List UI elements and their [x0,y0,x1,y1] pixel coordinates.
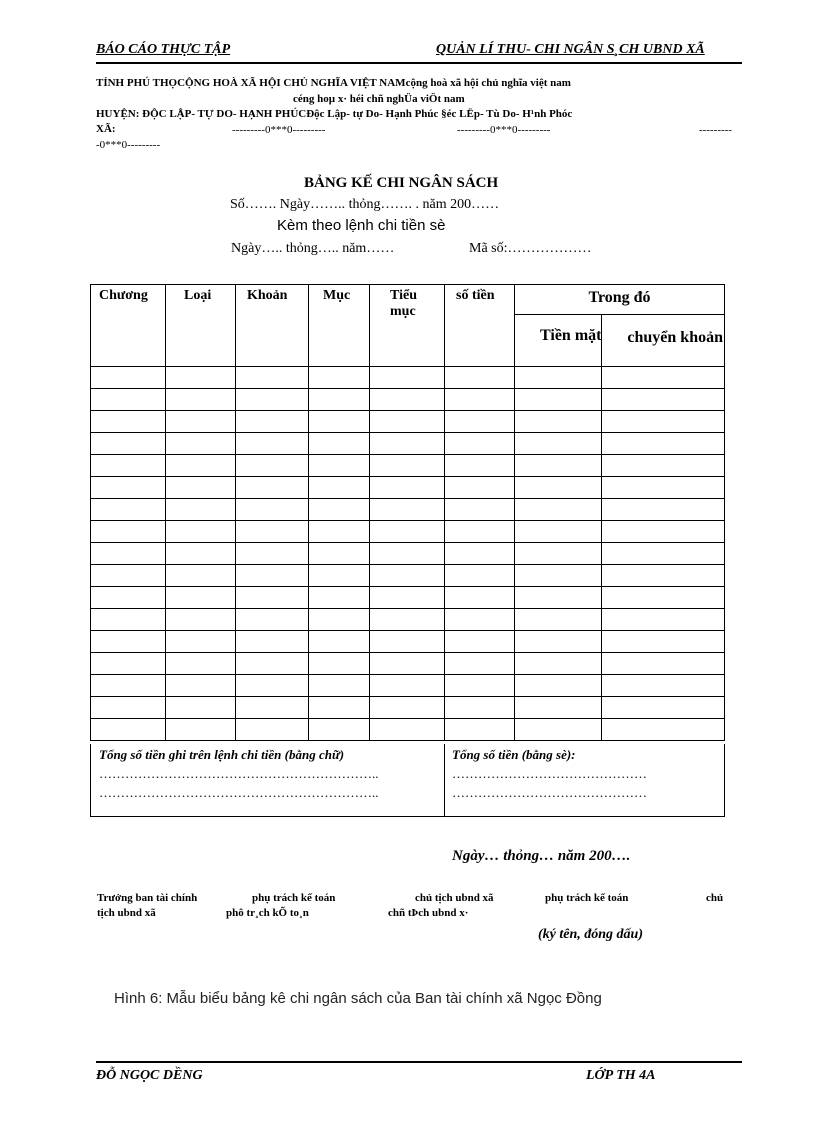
table-cell [166,455,236,477]
table-cell [445,477,515,499]
table-cell [515,609,602,631]
totals-divider [444,744,445,816]
signature-line2-2: phô tr¸ch kÕ to¸n [226,907,309,919]
table-cell [445,609,515,631]
table-cell [236,609,309,631]
org-separator-4: -0***0--------- [96,139,161,151]
table-cell [236,455,309,477]
signature-chairman: chủ tịch ubnd xã [415,892,494,904]
table-cell [445,499,515,521]
table-cell [445,719,515,741]
table-cell [370,499,445,521]
table-cell [236,411,309,433]
table-cell [602,697,725,719]
table-cell [309,675,370,697]
table-row [91,587,725,609]
org-line2: céng hoµ x· héi chñ nghÜa viÖt nam [293,93,465,105]
table-cell [515,697,602,719]
table-cell [445,653,515,675]
table-cell [515,675,602,697]
table-cell [602,477,725,499]
totals-number-label: Tổng số tiền (bằng sè): [452,747,576,762]
table-row [91,653,725,675]
totals-words-line-1: ……………………………………………………….. [99,766,379,781]
table-cell [166,433,236,455]
table-cell [309,697,370,719]
table-cell [166,675,236,697]
table-row [91,631,725,653]
table-cell [236,477,309,499]
table-cell [309,455,370,477]
table-cell [236,719,309,741]
table-cell [515,587,602,609]
table-row [91,543,725,565]
table-cell [445,389,515,411]
header-right: QUẢN LÍ THU- CHI NGÂN S¸CH UBND XÃ [436,42,705,57]
signature-note: (ký tên, đóng dấu) [538,927,643,942]
table-cell [370,675,445,697]
table-cell [445,411,515,433]
table-cell [602,389,725,411]
col-header-so-tien: số tiền [445,285,515,367]
table-cell [602,631,725,653]
table-cell [236,631,309,653]
table-cell [309,719,370,741]
table-cell [91,521,166,543]
table-cell [309,631,370,653]
footer-left: ĐỖ NGỌC DỀNG [96,1068,203,1083]
table-row [91,389,725,411]
table-cell [370,411,445,433]
table-cell [91,543,166,565]
table-cell [309,367,370,389]
sub-header-cash: Tiền mặt [540,327,602,344]
table-cell [445,543,515,565]
table-row [91,411,725,433]
table-cell [602,543,725,565]
table-cell [515,433,602,455]
table-cell [370,433,445,455]
col-header-muc: Mục [309,285,370,367]
table-cell [515,653,602,675]
doc-date: Ngày….. thỏng….. năm…… [231,241,395,256]
doc-code: Mã số:……………… [469,241,592,256]
table-cell [91,455,166,477]
table-cell [515,543,602,565]
signature-finance-head: Trưởng ban tài chính [97,892,198,904]
table-cell [515,719,602,741]
table-row [91,719,725,741]
table-cell [91,433,166,455]
table-cell [236,653,309,675]
table-cell [236,367,309,389]
table-cell [309,411,370,433]
table-cell [91,609,166,631]
date-line: Ngày… thỏng… năm 200…. [452,848,631,864]
org-separator-2: ---------0***0--------- [457,124,551,136]
table-cell [309,389,370,411]
col-header-loai: Loại [166,285,236,367]
table-cell [236,499,309,521]
table-cell [166,653,236,675]
table-cell [515,389,602,411]
col-header-chuong: Chương [91,285,166,367]
table-cell [166,543,236,565]
table-cell [370,389,445,411]
totals-box [90,744,725,817]
table-cell [370,543,445,565]
table-cell [91,389,166,411]
table-cell [166,477,236,499]
table-cell [236,389,309,411]
table-cell [236,565,309,587]
table-cell [370,521,445,543]
org-line1: TỈNH PHÚ THỌCỘNG HOÀ XÃ HỘI CHỦ NGHĨA VIỆT NAMcộng hoà xã hội chủ nghĩa việt nam [96,77,571,89]
table-cell [166,521,236,543]
table-cell [91,565,166,587]
table-cell [515,565,602,587]
table-cell [166,367,236,389]
table-cell [602,411,725,433]
table-cell [602,565,725,587]
totals-words-line-2: ……………………………………………………….. [99,785,379,800]
table-cell [602,455,725,477]
table-cell [309,543,370,565]
table-cell [236,521,309,543]
table-cell [602,587,725,609]
table-cell [91,587,166,609]
sub-header-cell [515,315,725,367]
table-cell [370,587,445,609]
table-cell [370,565,445,587]
col-header-tieu-muc: Tiểu mục [370,285,445,367]
signature-line2-3: chñ tÞch ubnd x· [388,907,469,919]
table-cell [309,653,370,675]
table-cell [309,587,370,609]
table-row [91,675,725,697]
doc-attachment: Kèm theo lệnh chi tiền sè [277,217,446,234]
table-cell [166,565,236,587]
table-row [91,499,725,521]
table-cell [370,719,445,741]
table-cell [515,631,602,653]
table-cell [309,521,370,543]
table-cell [370,477,445,499]
table-cell [370,631,445,653]
table-cell [309,565,370,587]
table-cell [91,499,166,521]
table-cell [166,389,236,411]
table-cell [236,433,309,455]
table-cell [166,697,236,719]
signature-accountant: phụ trách kế toán [252,892,336,904]
sub-header-transfer: chuyển khoản [627,329,723,346]
table-cell [91,653,166,675]
signature-accountant-2: phụ trách kế toán [545,892,629,904]
signature-line2-1: tịch ubnd xã [97,907,156,919]
table-cell [602,367,725,389]
table-cell [515,367,602,389]
table-cell [91,631,166,653]
table-row [91,565,725,587]
table-cell [309,433,370,455]
table-cell [91,719,166,741]
table-row [91,521,725,543]
table-cell [445,631,515,653]
table-cell [370,609,445,631]
table-cell [445,455,515,477]
table-cell [602,609,725,631]
signature-chairman-2: chủ [706,892,724,904]
table-cell [445,565,515,587]
table-cell [166,411,236,433]
table-cell [166,587,236,609]
table-cell [602,675,725,697]
org-xa-label: XÃ: [96,123,116,135]
table-cell [166,631,236,653]
table-cell [236,675,309,697]
table-cell [370,455,445,477]
table-cell [166,719,236,741]
table-cell [515,477,602,499]
header-left: BÁO CÁO THỰC TẬP [96,42,231,57]
footer-rule [96,1061,742,1063]
table-cell [166,499,236,521]
table-cell [602,433,725,455]
table-cell [515,411,602,433]
table-cell [445,367,515,389]
table-cell [91,367,166,389]
table-cell [602,719,725,741]
table-cell [91,477,166,499]
table-cell [602,499,725,521]
table-row [91,455,725,477]
table-cell [236,697,309,719]
doc-number-date: Số……. Ngày…….. thỏng……. . năm 200…… [230,197,500,212]
table-cell [309,499,370,521]
table-cell [91,697,166,719]
header-rule [96,62,742,64]
table-cell [445,697,515,719]
org-separator-1: ---------0***0--------- [232,124,326,136]
table-row [91,477,725,499]
totals-number-line-1: ……………………………………… [452,766,647,781]
table-cell [445,433,515,455]
table-cell [370,653,445,675]
table-cell [236,543,309,565]
table-cell [445,675,515,697]
org-line3: HUYỆN: ĐỘC LẬP- TỰ DO- HẠNH PHÚCĐộc Lập- tự Do- Hạnh Phúc §éc LËp- Tù Do- H¹nh Phóc [96,108,573,120]
footer-right: LỚP TH 4A [586,1068,656,1083]
table-cell [602,653,725,675]
col-header-trong-do: Trong đó [515,285,725,315]
table-cell [91,411,166,433]
table-cell [370,367,445,389]
table-cell [445,521,515,543]
expense-table [90,284,725,741]
totals-number-line-2: ……………………………………… [452,785,647,800]
table-cell [515,455,602,477]
table-cell [445,587,515,609]
table-row [91,433,725,455]
org-separator-3: --------- [699,124,732,136]
table-cell [370,697,445,719]
table-row [91,609,725,631]
table-row [91,367,725,389]
table-cell [602,521,725,543]
figure-caption: Hình 6: Mẫu biểu bảng kê chi ngân sách của Ban tài chính xã Ngọc Đồng [114,990,602,1007]
table-cell [166,609,236,631]
doc-title: BẢNG KẾ CHI NGÂN SÁCH [304,175,499,191]
totals-words-label: Tổng số tiền ghi trên lệnh chi tiền (bằng chữ) [99,747,345,762]
table-cell [309,609,370,631]
table-cell [515,521,602,543]
table-cell [91,675,166,697]
col-header-khoan: Khoản [236,285,309,367]
table-row [91,697,725,719]
table-cell [236,587,309,609]
table-cell [309,477,370,499]
table-cell [515,499,602,521]
